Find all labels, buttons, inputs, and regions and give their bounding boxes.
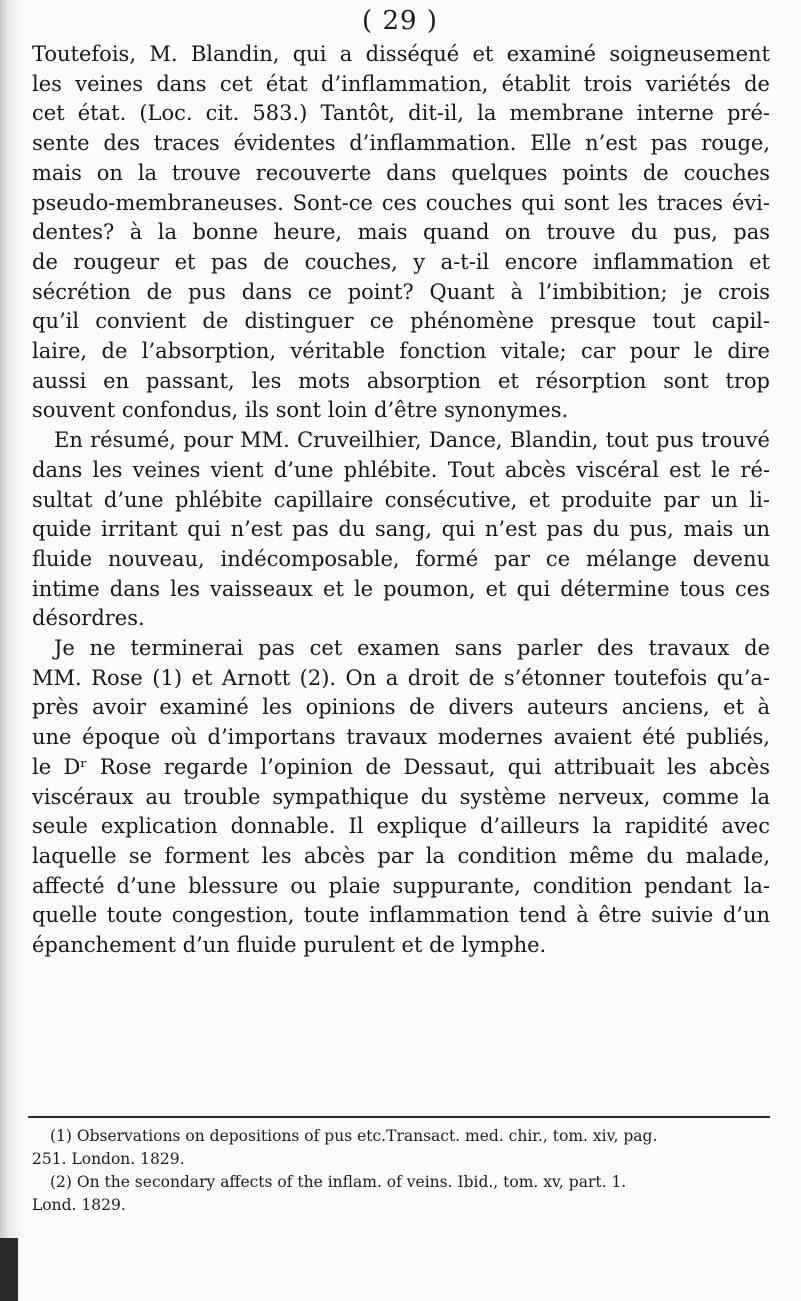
text-line: cet état. (Loc. cit. 583.) Tantôt, dit-il, la membrane interne pré- (32, 101, 770, 126)
binding-edge-shadow (0, 1238, 18, 1301)
text-line: dentes? à la bonne heure, mais quand on trouve du pus, pas (32, 220, 770, 245)
text-line: désordres. (32, 606, 145, 631)
text-line: pseudo-membraneuses. Sont-ce ces couches qui sont les traces évi- (32, 190, 770, 215)
text-line: quelle toute congestion, toute inflammation tend à être suivie d’un (32, 903, 770, 928)
footnote-line: (1) Observations on depositions of pus etc.Transact. med. chir., tom. xiv, pag. (50, 1127, 658, 1145)
text-line: MM. Rose (1) et Arnott (2). On a droit de s’étonner toutefois qu’a- (32, 665, 770, 690)
text-line: les veines dans cet état d’inflammation, établit trois variétés de (32, 71, 770, 96)
text-line: affecté d’une blessure ou plaie suppurante, condition pendant la- (32, 873, 770, 898)
text-line: souvent confondus, ils sont loin d’être synonymes. (32, 398, 569, 423)
text-line: une époque où d’importans travaux modernes avaient été publiés, (32, 725, 770, 750)
footnotes (32, 1125, 774, 1217)
text-line: Je ne terminerai pas cet examen sans parler des travaux de (54, 636, 770, 661)
text-line: quide irritant qui n’est pas du sang, qui n’est pas du pus, mais un (32, 517, 770, 542)
body-text (32, 40, 770, 961)
text-line: le Dʳ Rose regarde l’opinion de Dessaut, qui attribuait les abcès (32, 754, 770, 779)
footnote-line: (2) On the secondary affects of the inflam. of veins. Ibid., tom. xv, part. 1. (50, 1173, 627, 1191)
page-number: ( 29 ) (362, 6, 438, 36)
text-line: viscéraux au trouble sympathique du système nerveux, comme la (32, 784, 770, 809)
footnote-line: Lond. 1829. (32, 1196, 126, 1214)
text-line: de rougeur et pas de couches, y a-t-il encore inflammation et (32, 249, 770, 274)
text-line: dans les veines vient d’une phlébite. Tout abcès viscéral est le ré- (32, 457, 770, 482)
text-line: laire, de l’absorption, véritable fonction vitale; car pour le dire (32, 339, 770, 364)
text-line: près avoir examiné les opinions de divers auteurs anciens, et à (32, 695, 770, 720)
binding-edge (0, 0, 22, 1301)
text-line: sécrétion de pus dans ce point? Quant à l’imbibition; je crois (32, 279, 770, 304)
text-line: aussi en passant, les mots absorption et résorption sont trop (32, 368, 770, 393)
text-line: qu’il convient de distinguer ce phénomène presque tout capil- (32, 309, 770, 334)
text-line: intime dans les vaisseaux et le poumon, et qui détermine tous ces (32, 576, 770, 601)
text-line: seule explication donnable. Il explique d’ailleurs la rapidité avec (32, 814, 770, 839)
text-line: épanchement d’un fluide purulent et de lymphe. (32, 933, 547, 958)
footnote-divider (28, 1116, 770, 1118)
text-line: sultat d’une phlébite capillaire consécutive, et produite par un li- (32, 487, 770, 512)
text-line: sente des traces évidentes d’inflammation. Elle n’est pas rouge, (32, 131, 770, 156)
footnote-line: 251. London. 1829. (32, 1150, 185, 1168)
text-line: Toutefois, M. Blandin, qui a disséqué et examiné soigneusement (32, 42, 770, 66)
text-line: laquelle se forment les abcès par la condition même du malade, (32, 843, 770, 868)
text-line: En résumé, pour MM. Cruveilhier, Dance, Blandin, tout pus trouvé (54, 428, 770, 453)
text-line: fluide nouveau, indécomposable, formé par ce mélange devenu (32, 546, 770, 571)
text-line: mais on la trouve recouverte dans quelques points de couches (32, 160, 770, 185)
